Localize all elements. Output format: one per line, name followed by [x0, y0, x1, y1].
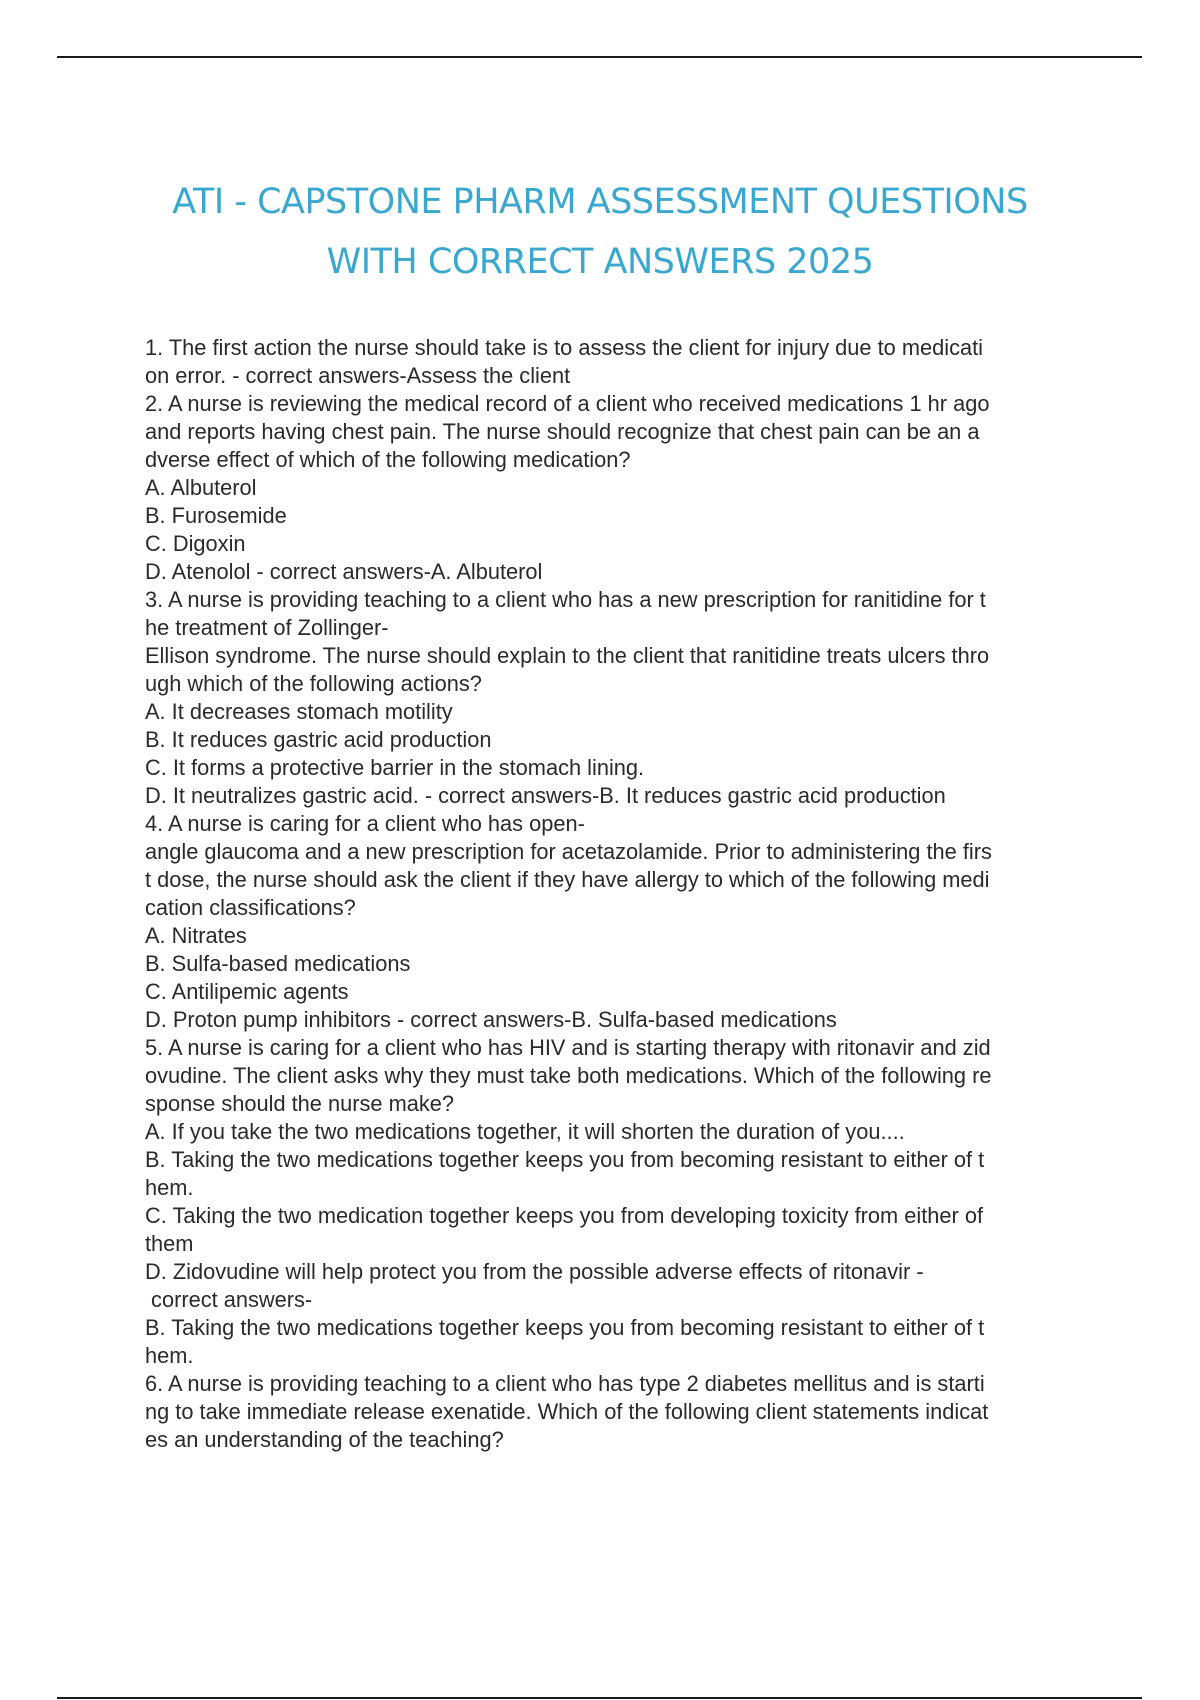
text-line: he treatment of Zollinger- [145, 615, 389, 640]
text-line: 4. A nurse is caring for a client who has open- [145, 811, 585, 836]
text-line: B. Sulfa-based medications [145, 951, 411, 976]
text-line: Ellison syndrome. The nurse should explain to the client that ranitidine treats ulcers thro [145, 643, 990, 668]
text-line: C. Digoxin [145, 531, 246, 556]
text-line: them [145, 1231, 194, 1256]
document-body [145, 334, 1095, 1454]
text-line: 1. The first action the nurse should take is to assess the client for injury due to medicati [145, 335, 983, 360]
text-line: ugh which of the following actions? [145, 671, 482, 696]
text-line: cation classifications? [145, 895, 356, 920]
text-line: D. Proton pump inhibitors - correct answers-B. Sulfa-based medications [145, 1007, 837, 1032]
text-line: correct answers- [145, 1287, 313, 1312]
text-line: A. If you take the two medications together, it will shorten the duration of you.... [145, 1119, 905, 1144]
text-line: 2. A nurse is reviewing the medical record of a client who received medications 1 hr ago [145, 391, 990, 416]
text-line: 5. A nurse is caring for a client who has HIV and is starting therapy with ritonavir and zid [145, 1035, 991, 1060]
text-line: angle glaucoma and a new prescription for acetazolamide. Prior to administering the firs [145, 839, 992, 864]
text-line: A. Nitrates [145, 923, 247, 948]
text-line: C. Taking the two medication together keeps you from developing toxicity from either of [145, 1203, 983, 1228]
text-line: on error. - correct answers-Assess the client [145, 363, 571, 388]
text-line: ng to take immediate release exenatide. Which of the following client statements indicat [145, 1399, 989, 1424]
text-line: sponse should the nurse make? [145, 1091, 454, 1116]
text-line: hem. [145, 1175, 194, 1200]
text-line: dverse effect of which of the following medication? [145, 447, 631, 472]
text-line: B. Furosemide [145, 503, 287, 528]
text-line: B. Taking the two medications together keeps you from becoming resistant to either of t [145, 1315, 985, 1340]
text-line: and reports having chest pain. The nurse should recognize that chest pain can be an a [145, 419, 980, 444]
text-line: es an understanding of the teaching? [145, 1427, 504, 1452]
footer-rule [57, 1697, 1142, 1699]
text-line: B. It reduces gastric acid production [145, 727, 492, 752]
text-line: C. It forms a protective barrier in the stomach lining. [145, 755, 645, 780]
text-line: A. Albuterol [145, 475, 257, 500]
text-line: t dose, the nurse should ask the client if they have allergy to which of the following medi [145, 867, 990, 892]
text-line: B. Taking the two medications together keeps you from becoming resistant to either of t [145, 1147, 985, 1172]
text-line: 3. A nurse is providing teaching to a client who has a new prescription for ranitidine for t [145, 587, 986, 612]
text-line: D. Atenolol - correct answers-A. Albuterol [145, 559, 543, 584]
text-line: ovudine. The client asks why they must take both medications. Which of the following re [145, 1063, 992, 1088]
text-line: A. It decreases stomach motility [145, 699, 453, 724]
text-line: C. Antilipemic agents [145, 979, 349, 1004]
text-line: D. It neutralizes gastric acid. - correct answers-B. It reduces gastric acid production [145, 783, 946, 808]
header-rule [57, 56, 1142, 58]
text-line: hem. [145, 1343, 194, 1368]
text-line: 6. A nurse is providing teaching to a client who has type 2 diabetes mellitus and is starti [145, 1371, 985, 1396]
document-title [0, 172, 1200, 292]
title-line-1: ATI - CAPSTONE PHARM ASSESSMENT QUESTIONS [172, 182, 1028, 222]
text-line: D. Zidovudine will help protect you from the possible adverse effects of ritonavir - [145, 1259, 924, 1284]
title-line-2: WITH CORRECT ANSWERS 2025 [326, 242, 874, 282]
